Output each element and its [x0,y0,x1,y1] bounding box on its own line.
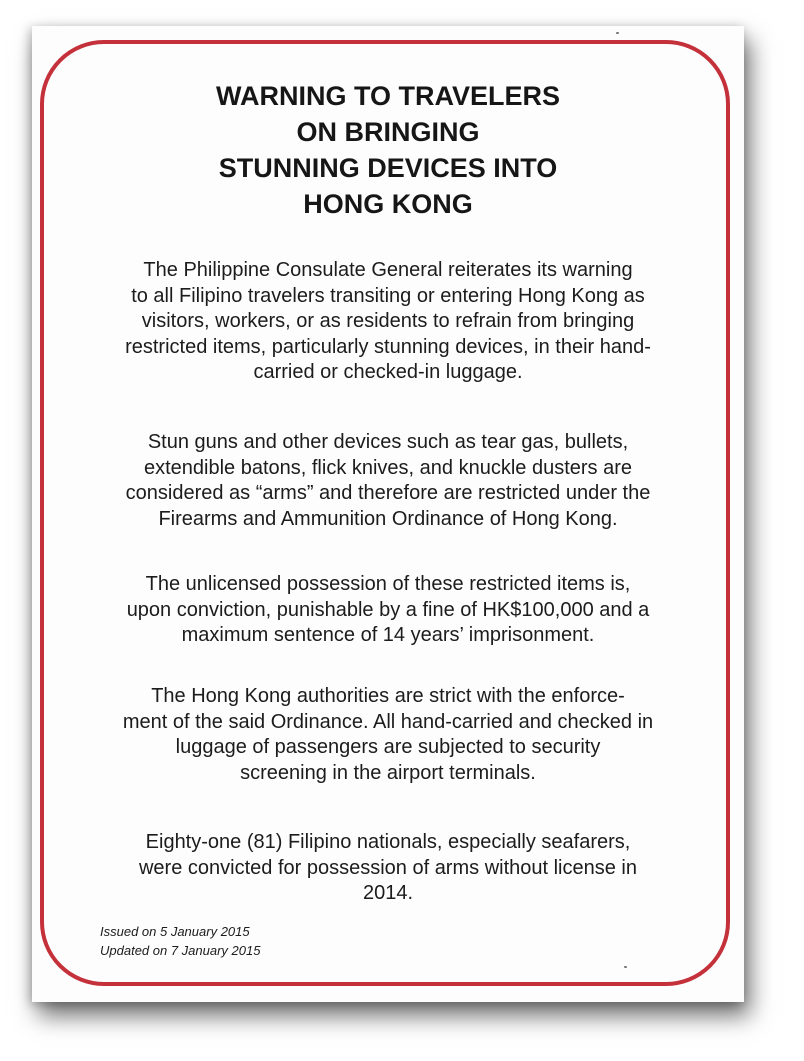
paragraph-penalty [58,572,718,649]
paragraph-enforcement [58,684,718,786]
paragraph-line: were convicted for possession of arms without license in [138,856,637,879]
paragraph-arms-definition [58,430,718,532]
paragraph-line: upon conviction, punishable by a fine of HK$100,000 and a [126,598,650,621]
paragraph-line: Firearms and Ammunition Ordinance of Hong Kong. [158,507,618,530]
title-line: ON BRINGING [296,117,480,147]
paragraph-line: carried or checked-in luggage. [253,361,523,383]
paragraph-reiteration [58,258,718,386]
paragraph-line: maximum sentence of 14 years’ imprisonment. [181,624,595,646]
paragraph-line: to all Filipino travelers transiting or entering Hong Kong as [131,284,645,307]
paragraph-convictions [58,830,718,907]
paragraph-line: ment of the said Ordinance. All hand-carried and checked in [122,710,654,733]
paragraph-line: considered as “arms” and therefore are restricted under the [125,482,651,504]
paragraph-line: The Philippine Consulate General reiterates its warning [143,259,633,281]
paragraph-line: luggage of passengers are subjected to security [175,736,601,758]
paragraph-line: Eighty-one (81) Filipino nationals, especially seafarers, [145,831,631,853]
issue-dates [100,922,260,960]
title-line: HONG KONG [303,189,473,219]
paragraph-line: 2014. [362,882,414,904]
notice-page [32,26,744,1002]
updated-date: Updated on 7 January 2015 [100,943,261,958]
paragraph-line: restricted items, particularly stunning devices, in their hand- [125,335,651,358]
paragraph-line: The Hong Kong authorities are strict with the enforce- [151,685,625,707]
scan-speck [624,966,627,968]
warning-title [32,78,744,222]
paragraph-line: Stun guns and other devices such as tear gas, bullets, [147,431,629,453]
paragraph-line: screening in the airport terminals. [240,761,536,784]
paragraph-line: visitors, workers, or as residents to refrain from bringing [141,310,635,332]
paragraph-line: The unlicensed possession of these restricted items is, [145,573,631,595]
title-line: WARNING TO TRAVELERS [215,81,560,111]
issued-date: Issued on 5 January 2015 [100,924,250,939]
paragraph-line: extendible batons, flick knives, and knuckle dusters are [143,456,633,479]
title-line: STUNNING DEVICES INTO [218,153,558,183]
scan-speck [616,32,619,34]
